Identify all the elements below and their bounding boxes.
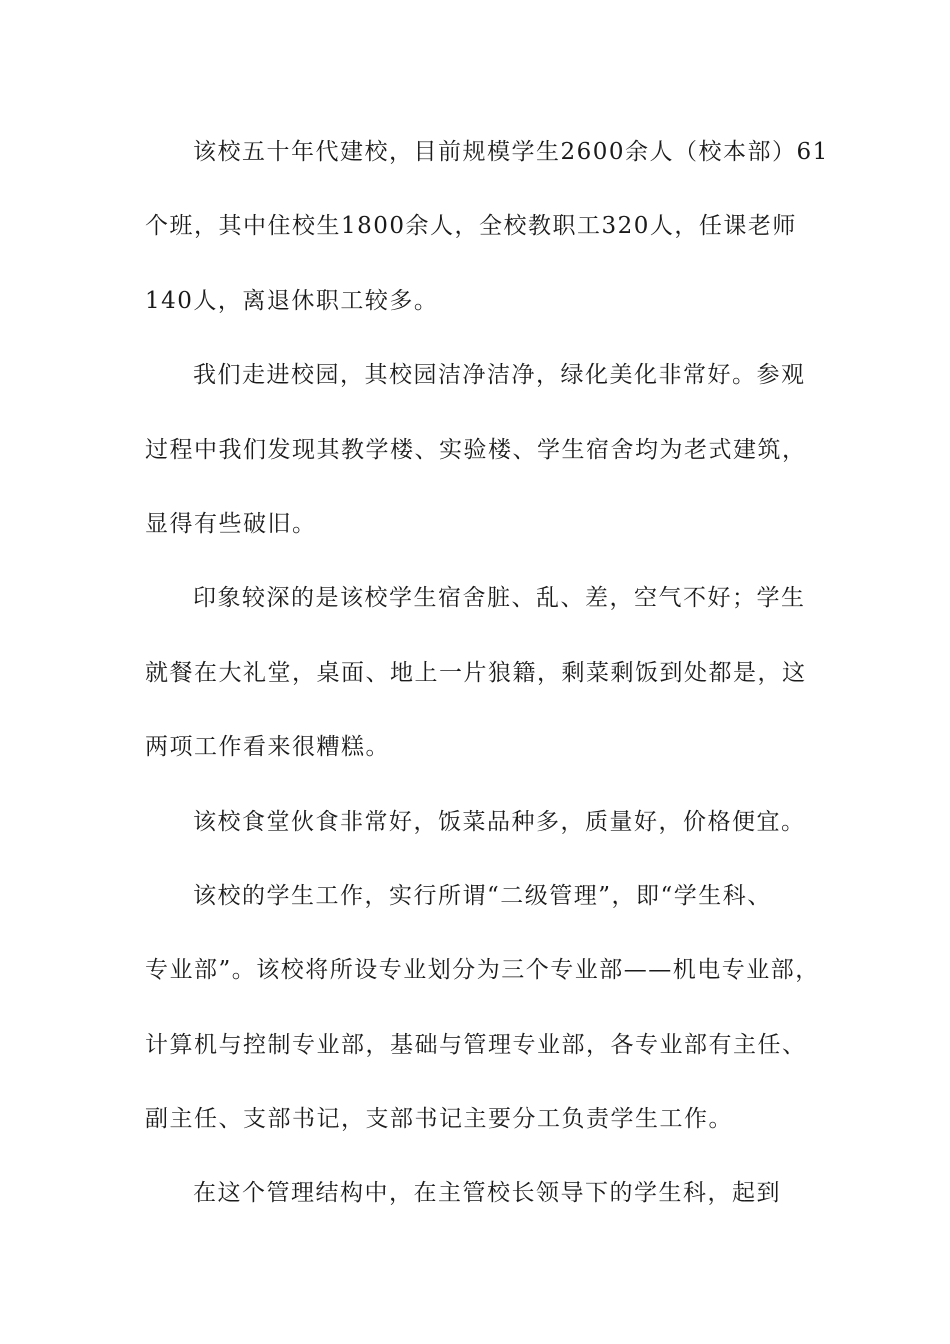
- text-line-8: 就餐在大礼堂，桌面、地上一片狼籍，剩菜剩饭到处都是，这: [145, 659, 807, 686]
- text-line-4: 我们走进校园，其校园洁净洁净，绿化美化非常好。参观: [193, 362, 806, 389]
- text-line-13: 计算机与控制专业部，基础与管理专业部，各专业部有主任、: [145, 1031, 807, 1058]
- text-line-10: 该校食堂伙食非常好，饭菜品种多，质量好，价格便宜。: [193, 808, 806, 835]
- text-line-14: 副主任、支部书记，支部书记主要分工负责学生工作。: [145, 1106, 733, 1133]
- document-body: [145, 129, 829, 1245]
- text-line-1: 该校五十年代建校，目前规模学生2600余人（校本部）61: [193, 139, 829, 165]
- text-line-12: 专业部”。该校将所设专业划分为三个专业部——机电专业部，: [145, 957, 820, 984]
- text-line-3: 140人，离退休职工较多。: [145, 287, 439, 314]
- text-line-11: 该校的学生工作，实行所谓“二级管理”，即“学生科、: [193, 882, 772, 909]
- text-line-5: 过程中我们发现其教学楼、实验楼、学生宿舍均为老式建筑，: [145, 436, 807, 463]
- text-line-7: 印象较深的是该校学生宿舍脏、乱、差，空气不好；学生: [193, 585, 806, 612]
- text-line-9: 两项工作看来很糟糕。: [145, 734, 390, 761]
- text-line-2: 个班，其中住校生1800余人，全校教职工320人，任课老师: [145, 213, 797, 240]
- text-line-6: 显得有些破旧。: [145, 510, 317, 537]
- text-line-15: 在这个管理结构中，在主管校长领导下的学生科，起到: [193, 1180, 781, 1207]
